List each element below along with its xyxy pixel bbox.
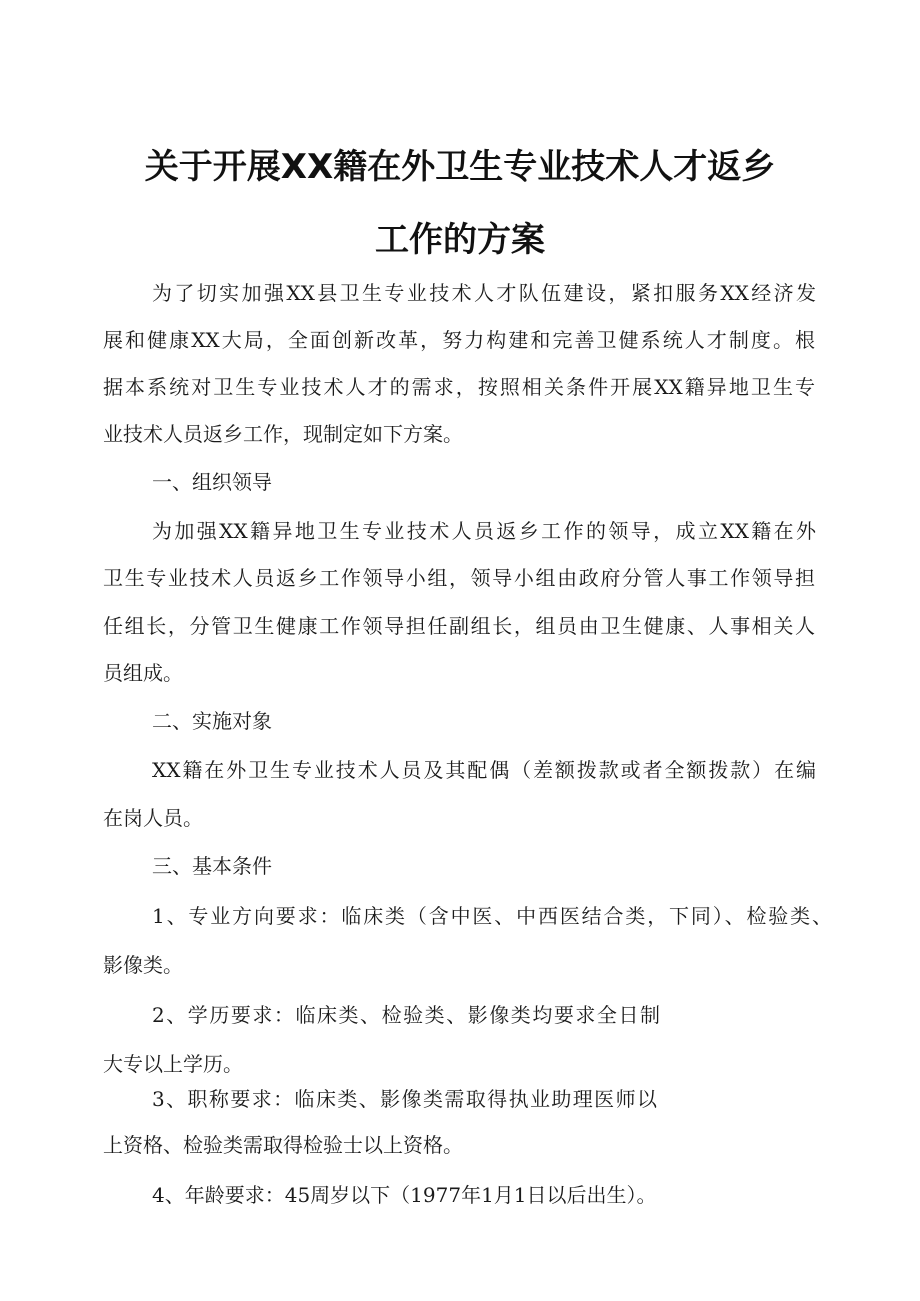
paragraph-line: 在岗人员。 <box>103 806 203 830</box>
section-heading-targets: 二、实施对象 <box>152 709 272 733</box>
condition-line: 上资格、检验类需取得检验士以上资格。 <box>103 1133 463 1157</box>
document-title-line-2: 工作的方案 <box>375 220 545 260</box>
paragraph-line: XX籍在外卫生专业技术人员及其配偶（差额拨款或者全额拨款）在编 <box>152 758 816 782</box>
condition-line: 2、学历要求：临床类、检验类、影像类均要求全日制 <box>152 1003 660 1027</box>
section-heading-organization: 一、组织领导 <box>152 470 272 494</box>
document-title-line-1: 关于开展XX籍在外卫生专业技术人才返乡 <box>144 147 776 187</box>
section-heading-conditions: 三、基本条件 <box>152 854 272 878</box>
condition-line: 影像类。 <box>103 953 183 977</box>
paragraph-line: 据本系统对卫生专业技术人才的需求，按照相关条件开展XX籍异地卫生专 <box>103 375 815 399</box>
condition-line: 大专以上学历。 <box>103 1052 243 1076</box>
paragraph-line: 员组成。 <box>103 661 183 685</box>
paragraph-line: 业技术人员返乡工作，现制定如下方案。 <box>103 422 463 446</box>
condition-line: 4、年龄要求：45周岁以下（1977年1月1日以后出生）。 <box>152 1183 657 1207</box>
condition-line: 3、职称要求：临床类、影像类需取得执业助理医师以 <box>152 1087 657 1111</box>
paragraph-line: 卫生专业技术人员返乡工作领导小组，领导小组由政府分管人事工作领导担 <box>103 566 815 590</box>
condition-line: 1、专业方向要求：临床类（含中医、中西医结合类，下同）、检验类、 <box>152 904 832 928</box>
paragraph-line: 展和健康XX大局，全面创新改革，努力构建和完善卫健系统人才制度。根 <box>103 328 815 352</box>
paragraph-line: 为了切实加强XX县卫生专业技术人才队伍建设，紧扣服务XX经济发 <box>152 281 816 305</box>
paragraph-line: 任组长，分管卫生健康工作领导担任副组长，组员由卫生健康、人事相关人 <box>103 614 815 638</box>
paragraph-line: 为加强XX籍异地卫生专业技术人员返乡工作的领导，成立XX籍在外 <box>152 519 816 543</box>
